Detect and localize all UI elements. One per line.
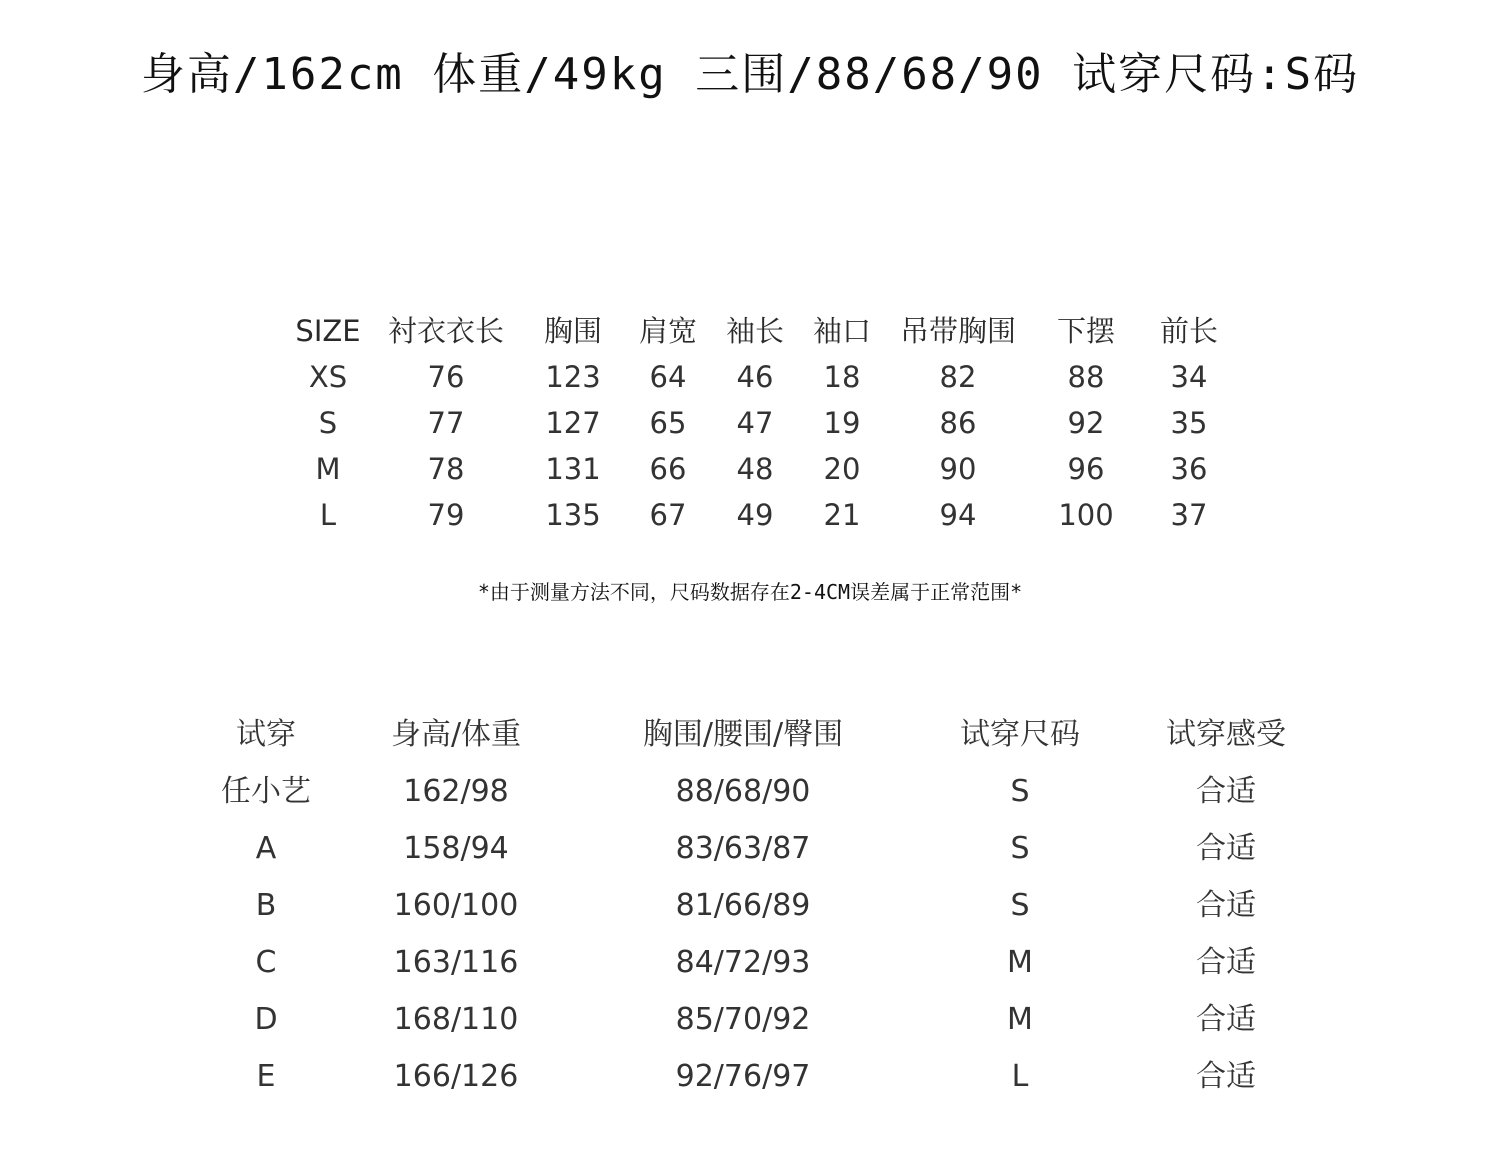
try-table-cell: 合适 [1196,945,1256,980]
size-table-cell: 66 [649,452,687,486]
try-table-cell: 158/94 [403,831,509,866]
try-table-cell: 81/66/89 [675,888,811,923]
size-table-cell: 46 [736,360,774,394]
try-on-table [0,706,1500,1106]
try-table-cell: M [1007,945,1033,980]
try-table-cell: 88/68/90 [675,774,811,809]
size-table-cell: 96 [1067,452,1105,486]
size-table-cell: M [315,452,341,486]
size-table-cell: 48 [736,452,774,486]
size-table-row [0,492,1500,538]
try-table-header-cell: 胸围/腰围/臀围 [642,717,844,752]
measurement-note: *由于测量方法不同，尺码数据存在2-4CM误差属于正常范围* [477,580,1023,604]
size-table-cell: 92 [1067,406,1105,440]
size-table-header-cell: 下摆 [1056,314,1116,348]
size-table-cell: 35 [1170,406,1208,440]
size-table-header-cell: SIZE [295,314,361,348]
try-table-header-cell: 试穿感受 [1166,717,1286,752]
try-table-cell: 83/63/87 [675,831,811,866]
size-table-cell: 135 [545,498,601,532]
try-table-cell: 85/70/92 [675,1002,811,1037]
try-table-cell: M [1007,1002,1033,1037]
size-table-cell: 47 [736,406,774,440]
size-table-header-cell: 吊带胸围 [899,314,1017,348]
size-table-cell: 64 [649,360,687,394]
try-table-cell: 166/126 [393,1059,519,1094]
try-table-header-cell: 身高/体重 [390,717,522,752]
size-table-cell: 131 [545,452,601,486]
size-table-cell: XS [308,360,348,394]
try-table-cell: L [1011,1059,1029,1094]
try-table-header-cell: 试穿尺码 [960,717,1080,752]
try-table-row [0,991,1500,1048]
size-table-cell: 78 [427,452,465,486]
size-table-cell: 37 [1170,498,1208,532]
try-table-cell: 84/72/93 [675,945,811,980]
try-table-cell: 合适 [1196,774,1256,809]
size-table-cell: 18 [823,360,861,394]
try-table-cell: C [255,945,277,980]
try-table-cell: 162/98 [403,774,509,809]
try-table-row [0,877,1500,934]
try-table-cell: 92/76/97 [675,1059,811,1094]
size-table-cell: 36 [1170,452,1208,486]
size-table-header-row [0,308,1500,354]
size-table-header-cell: 前长 [1159,314,1219,348]
size-table-cell: S [318,406,338,440]
size-table-cell: 100 [1058,498,1114,532]
size-table-cell: 82 [939,360,977,394]
size-table-cell: 88 [1067,360,1105,394]
size-table-cell: 34 [1170,360,1208,394]
try-table-cell: B [255,888,277,923]
size-table-cell: 127 [545,406,601,440]
size-table-row [0,354,1500,400]
try-table-cell: E [256,1059,276,1094]
try-table-cell: 160/100 [393,888,519,923]
try-table-row [0,934,1500,991]
size-table-row [0,446,1500,492]
size-table-cell: 77 [427,406,465,440]
try-table-header-cell: 试穿 [236,717,296,752]
size-table-cell: 49 [736,498,774,532]
size-table-cell: 76 [427,360,465,394]
try-table-cell: 合适 [1196,1002,1256,1037]
size-table-cell: 19 [823,406,861,440]
try-table-cell: S [1010,831,1030,866]
try-table-cell: S [1010,774,1030,809]
try-table-cell: A [255,831,277,866]
size-table-cell: 21 [823,498,861,532]
try-table-cell: 163/116 [393,945,519,980]
try-table-cell: 合适 [1196,888,1256,923]
size-table-cell: 79 [427,498,465,532]
size-table-cell: 86 [939,406,977,440]
try-table-row [0,1048,1500,1105]
size-table-row [0,400,1500,446]
try-table-cell: S [1010,888,1030,923]
size-table-cell: 20 [823,452,861,486]
size-table-cell: L [319,498,337,532]
size-table-header-cell: 胸围 [543,314,603,348]
size-table-cell: 67 [649,498,687,532]
size-table-cell: 65 [649,406,687,440]
try-table-cell: 任小艺 [221,774,311,809]
size-table-header-cell: 衬衣衣长 [387,314,505,348]
size-table-cell: 94 [939,498,977,532]
try-table-row [0,763,1500,820]
try-table-cell: 合适 [1196,831,1256,866]
try-table-cell: 168/110 [393,1002,519,1037]
try-table-row [0,820,1500,877]
size-table-header-cell: 袖口 [812,314,872,348]
size-table-cell: 90 [939,452,977,486]
size-chart-table [0,308,1500,548]
size-table-cell: 123 [545,360,601,394]
try-table-cell: 合适 [1196,1059,1256,1094]
try-table-cell: D [254,1002,278,1037]
size-table-header-cell: 袖长 [725,314,785,348]
size-table-header-cell: 肩宽 [638,314,698,348]
try-table-header-row [0,706,1500,763]
model-info-line: 身高/162cm 体重/49kg 三围/88/68/90 试穿尺码:S码 [140,49,1360,100]
